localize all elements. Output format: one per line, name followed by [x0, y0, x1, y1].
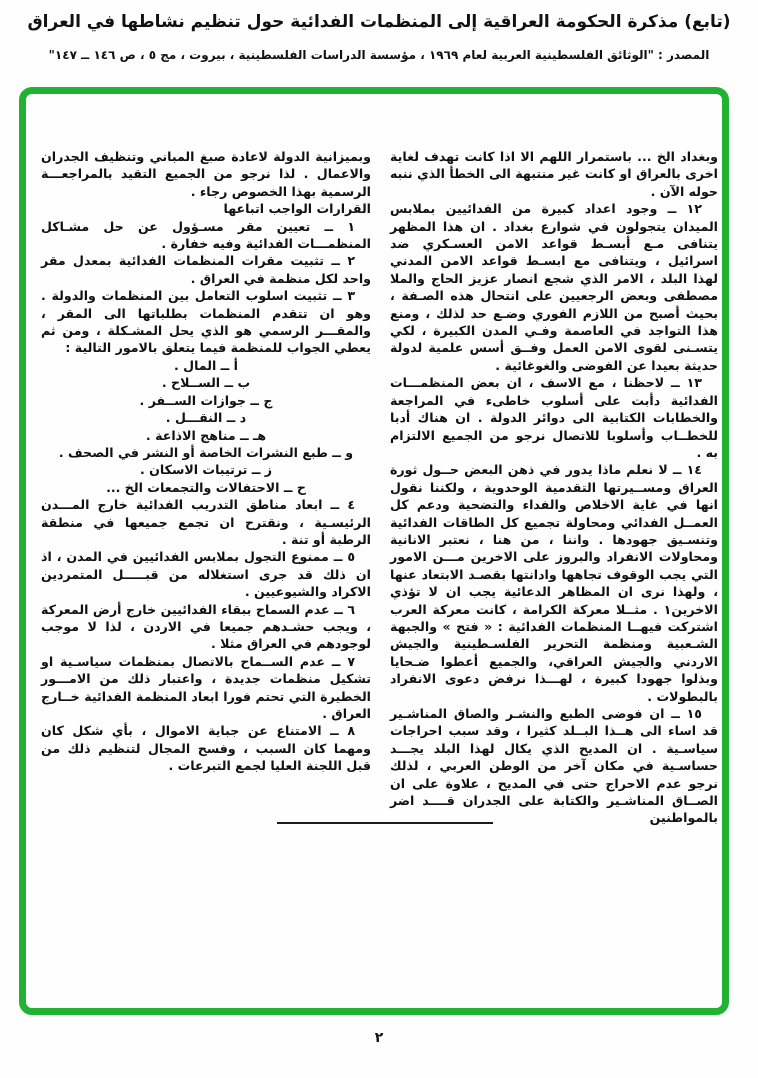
list-item: د ــ النقـــل . — [165, 410, 247, 426]
paragraph: وبغداد الخ ... باستمرار اللهم الا اذا كانت تهدف لغاية اخرى بالعراق او كانت غير منتبهة الى الخطأ الذي ننبه حوله الآن . — [390, 149, 718, 199]
paragraph: ٢ ــ تثبيت مقرات المنظمات الفدائية بمعدل مقر واحد لكل منظمة في العراق . — [41, 253, 371, 286]
list-item: هـ ــ مناهج الاذاعة . — [145, 427, 267, 443]
paragraph: ٧ ــ عدم الســماح بالاتصال بمنظمات سياسـية او تشكيل منظمات جديدة ، واعتبار ذلك من الامـــور الخطيرة التي تحتم فورا ابعاد المنظمة الفدائية خــارج العراق . — [41, 653, 371, 721]
section-heading: القرارات الواجب اتباعها — [223, 201, 371, 217]
paragraph: ١٤ ــ لا نعلم ماذا يدور في ذهن البعض حــول ثورة العراق ومســيرتها التقدمية الوحدوية ، ولكننا نقول انها في غاية الاخلاص والفداء والتضحية ودعم كل العمــل الفدائي ومحاولة تجميع كل الطاقات الفدائية وتنسـيق جهودها . واننا ، من هنا ، نعتبر الانانية ومحاولات الانفراد والبروز على الاخرين مـــن الامور التي يجب الوقوف تجاهها وادانتها بقصـد الابتعاد عنها ، ولهذا نرى ان المظاهر الدعائية يجب ان لا تؤذي الاخرين١ . مثــلا معركة الكرامة ، كانت معركة العرب اشتركت فيهــا المنظمات الفدائية : « فتح » والجبهة الشـعبية ومنظمة التحرير الفلسـطينية والجيش الاردني والجيش العراقي، والجميع أعطوا ضـحايا وبذلوا جهودا كبيرة ، لهـــذا نرفض دعوى الانفراد بالبطولات . — [390, 462, 718, 704]
list-item: و ــ طبع النشرات الخاصة أو النشر في الصحف . — [58, 444, 354, 460]
paragraph: ١ ــ تعيين مقر مسـؤول عن حل مشـاكل المنظمـــات الفدائية وفيه خفارة . — [41, 218, 371, 252]
paragraph: ١٥ ــ ان فوضى الطبع والنشـر والصاق المناشـير قد اساء الى هــذا البــلد كثيرا ، وقد سبب احراجات سياسـية . ان المديح الذي يكال لهذا البلد يجـــد حساسـية في مكان آخر من الوطن العربي ، لذلك نرجو عدم الاحراج حتى في المديح ، علاوة على ان الصــاق المناشـير والكتابة على الجدران قــــد اضر بالمواطنين — [390, 706, 718, 826]
paragraph: ٤ ــ ابعاد مناطق التدريب الفدائية خارج المـــدن الرئيسـية ، ونقترح ان تجمع جميعها في منطقة الرطبة أو تنة . — [41, 497, 371, 547]
list-item: ز ــ ترتيبات الاسكان . — [139, 462, 273, 478]
paragraph: ٣ ــ تثبيت اسلوب التعامل بين المنظمات والدولة . وهو ان تتقدم المنظمات بطلباتها الى المقر ، والمقـــر الرسمي هو الذي يحل المشـكلة ، ومن ثم يعطي الجواب للمنظمة فيما يتعلق بالامور التالية : — [41, 288, 371, 356]
list-item: ب ــ الســلاح . — [161, 375, 251, 391]
paragraph: ١٢ ــ وجود اعداد كبيرة من الفدائيين بملابس الميدان يتجولون في شوارع بغداد . ان هذا المظهر يتنافى مـع أبسـط قواعد الامن العسـكري ضد اسرائيل ، ويتنافى مع ابسـط قواعد الامن المدني لهذا البلد ، الامر الذي شجع انصار عزيز الحاج والملا مصطفى وبعض الرجعيين على انتحال هذه الصـفة ، بحيث أصبح من اللازم الفوري وضـع حد لذلك ، ومنع هذا التواجد في العاصمة وفـي المدن الكبيرة ، لكي يتسـنى لقوى الامن العمل وفــق أسس علمية لدولة حديثة بعيدا عن الفوضى والغوغائية . — [390, 201, 718, 373]
page-number: ٢ — [374, 1030, 384, 1046]
page-title: (تابع) مذكرة الحكومة العراقية إلى المنظمات الفدائية حول تنظيم نشاطها في العراق — [27, 12, 731, 32]
paragraph: ٦ ــ عدم السماح ببقاء الفدائيين خارج أرض المعركة ، ويجب حشـدهم جميعا في الاردن ، لذا لا موجب لوجودهم في العراق مثلا . — [41, 601, 371, 652]
list-item: ج ــ جوازات الســفر . — [139, 392, 273, 408]
paragraph: ٥ ــ ممنوع التجول بملابس الفدائيين في المدن ، اذ ان ذلك قد جرى استغلاله من قبـــــل المتمردين الاكراد والشيوعيين . — [41, 549, 371, 600]
list-item: ح ــ الاحتفالات والتجمعات الخ ... — [106, 479, 306, 495]
list-item: أ ــ المال . — [173, 357, 238, 373]
source-line: المصدر : "الوثائق الفلسطينية العربية لعام ١٩٦٩ ، مؤسسة الدراسات الفلسطينية ، بيروت ، مج ٥ ، ص ١٤٦ ــ ١٤٧" — [48, 48, 710, 62]
column-left — [41, 148, 371, 775]
divider-line — [277, 822, 493, 824]
paragraph: وبميزانية الدولة لاعادة صبغ المباني وتنظيف الجدران والاعمال . لذا نرجو من الجميع التقيد بالمراجعـــة الرسمية بهذا الخصوص رجاء . — [41, 149, 371, 199]
paragraph: ٨ ــ الامتناع عن جباية الاموال ، بأي شكل كان ومهما كان السبب ، وفسح المجال لتنظيم ذلك من قبل اللجنة العليا لجمع التبرعات . — [41, 723, 371, 774]
column-right — [390, 148, 718, 827]
paragraph: ١٣ ــ لاحظنا ، مع الاسف ، ان بعض المنظمـــات الفدائية دأبت على أسلوب خاطىء في المراجعة والخطابات الكتابية الى دوائر الدولة . ان هناك أدبا للخطــاب وأسلوبا للاتصال نرجو من الجميع الالتزام به . — [390, 375, 718, 460]
